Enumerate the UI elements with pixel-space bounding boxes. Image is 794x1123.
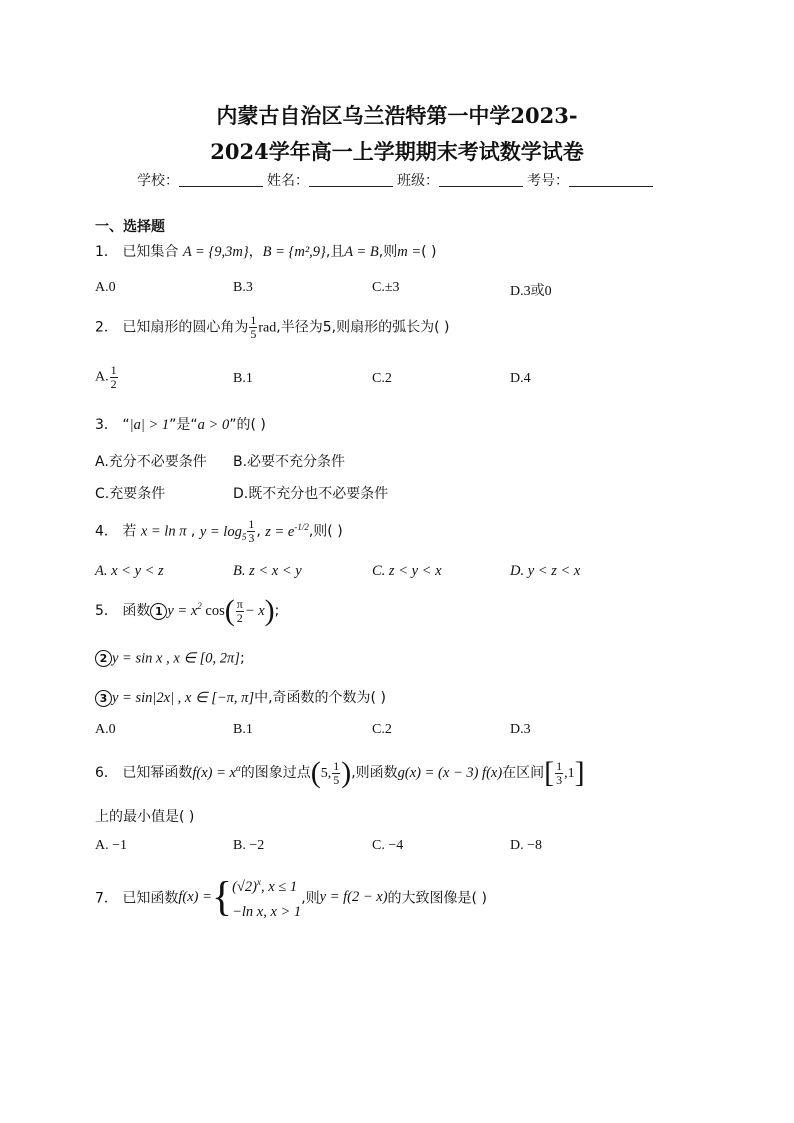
school-blank[interactable]	[179, 172, 263, 187]
question-text: 已知扇形的圆心角为	[122, 319, 249, 336]
question-text: ”的( )	[229, 417, 266, 433]
number-blank[interactable]	[569, 172, 653, 187]
question-text: ;	[239, 650, 245, 667]
option-a[interactable]: A.充分不必要条件	[95, 454, 207, 470]
question-7	[95, 870, 487, 925]
math-expr: a > 0	[197, 417, 230, 433]
question-text: 已知集合	[122, 244, 179, 260]
question-6: 6． 已知幂函数$f(x) = x^\alpha$的图象过点(5, $\frac{1}{5}$ ),则函数g(x) = (x − 3) f(x)在区间[ $\frac{1}{3}$ ,1]	[95, 756, 585, 789]
option-a[interactable]: A.0	[95, 280, 116, 295]
name-label: 姓名：	[267, 173, 309, 189]
math-expr: A = {9,3m}	[182, 244, 249, 260]
name-blank[interactable]	[309, 172, 393, 187]
math-expr: y = sin x , x ∈ [0, 2π]	[112, 650, 240, 667]
question-5-item-3	[95, 687, 386, 707]
piecewise-cases: $(√2)^x$, x ≤ 1 −ln x, x > 1	[232, 877, 302, 920]
school-label: 学校：	[137, 173, 179, 189]
quote: “	[122, 417, 130, 433]
option-c[interactable]: C.±3	[372, 280, 400, 295]
question-text: 若	[122, 523, 137, 540]
question-text: 中,奇函数的个数为( )	[254, 690, 386, 706]
question-1	[95, 241, 437, 261]
fraction: $\frac{1}{5}$	[250, 313, 257, 341]
section-title: 一、选择题	[95, 219, 165, 235]
question-text: 已知函数	[122, 890, 179, 907]
option-d[interactable]: D.3	[510, 722, 531, 737]
question-number: 3．	[95, 417, 118, 433]
math-expr: A = B	[344, 244, 379, 260]
math-expr: − x	[244, 603, 265, 619]
math-expr: $z = e^{-1/2}$	[265, 521, 309, 540]
fraction: $\frac{\pi}{2}$	[236, 596, 243, 625]
math-expr: B = {m²,9}	[262, 244, 326, 260]
math-expr: x = ln π	[140, 523, 187, 540]
class-label: 班级：	[397, 173, 439, 189]
circled-number: 2	[95, 650, 112, 667]
option-b[interactable]: B. z < x < y	[233, 563, 302, 579]
circled-number: 3	[95, 690, 112, 707]
option-a[interactable]: A. −1	[95, 838, 128, 853]
math-expr: $y = x^2$ cos	[167, 601, 225, 619]
math-expr: 5,	[320, 766, 332, 781]
math-expr: y = f(2 − x)	[319, 888, 388, 905]
student-info-row	[0, 170, 794, 190]
option-c[interactable]: C.2	[372, 371, 392, 386]
question-number: 5．	[95, 603, 118, 619]
option-c[interactable]: C.2	[372, 722, 392, 737]
question-2	[95, 314, 449, 341]
option-a[interactable]: A. x < y < z	[95, 563, 164, 579]
question-text: 的大致图像是( )	[387, 890, 487, 907]
question-number: 1．	[95, 244, 118, 260]
circled-number: 1	[150, 603, 167, 620]
question-number: 6．	[95, 765, 118, 781]
question-text: ,半径为5,则扇形的弧长为( )	[276, 319, 450, 336]
question-text: ,则	[378, 244, 398, 260]
question-3	[95, 414, 266, 434]
fraction: $\frac{1}{3}$	[248, 517, 255, 545]
math-expr: $y = \log_5$	[199, 523, 247, 542]
option-c[interactable]: C. z < y < x	[372, 563, 442, 579]
question-text: ;	[274, 603, 280, 619]
question-text: ，	[248, 244, 263, 260]
math-expr: rad	[258, 320, 277, 336]
fraction: $\frac{1}{3}$	[556, 758, 563, 787]
math-expr: f(x) =	[178, 888, 212, 905]
fraction: $\frac{1}{5}$	[333, 758, 340, 787]
option-b[interactable]: B. −2	[233, 838, 265, 853]
question-4: 4． 若 x = ln π , $y = \log_5$ $\frac{1}{3}$ , $z = e^{-1/2}$,则( )	[95, 517, 343, 545]
class-blank[interactable]	[439, 172, 523, 187]
option-b[interactable]: B.必要不充分条件	[233, 454, 346, 470]
question-text: 的图象过点	[240, 765, 311, 781]
option-d[interactable]: D. −8	[510, 838, 543, 853]
option-d[interactable]: D.4	[510, 371, 531, 386]
question-text: ,则( )	[308, 523, 343, 540]
question-text: ( )	[421, 244, 437, 260]
option-d[interactable]: D.既不充分也不必要条件	[233, 486, 389, 502]
question-number: 2．	[95, 319, 118, 336]
math-expr: m =	[397, 244, 422, 260]
option-c[interactable]: C.充要条件	[95, 486, 166, 502]
question-text: ,则	[301, 890, 320, 907]
exam-title-line-2: 2024学年高一上学期期末考试数学试卷	[210, 139, 584, 164]
question-text: ,则函数	[351, 765, 398, 781]
question-text: 在区间	[502, 765, 545, 781]
question-text: 已知幂函数	[122, 765, 193, 781]
number-label: 考号：	[527, 173, 569, 189]
math-expr: y = sin|2x| , x ∈ [−π, π]	[112, 690, 255, 706]
option-a[interactable]: A. $\frac{1}{2}$	[95, 363, 117, 391]
question-text: ,且	[325, 244, 345, 260]
question-6-line-2: 上的最小值是( )	[95, 809, 195, 825]
math-expr: g(x) = (x − 3) f(x)	[397, 765, 503, 781]
question-number: 4．	[95, 523, 118, 540]
math-expr: $f(x) = x^\alpha$	[192, 763, 241, 781]
option-b[interactable]: B.1	[233, 722, 253, 737]
math-expr: ,1	[564, 766, 575, 781]
option-b[interactable]: B.1	[233, 371, 253, 386]
option-d[interactable]: D.3或0	[510, 284, 552, 299]
question-number: 7．	[95, 890, 118, 907]
option-a[interactable]: A.0	[95, 722, 116, 737]
piecewise-brace: {	[211, 874, 233, 921]
option-b[interactable]: B.3	[233, 280, 253, 295]
option-c[interactable]: C. −4	[372, 838, 404, 853]
exam-title-line-1: 内蒙古自治区乌兰浩特第一中学2023-	[216, 103, 578, 128]
question-text: 函数	[122, 603, 151, 619]
option-d[interactable]: D. y < z < x	[510, 563, 581, 579]
question-5: 5． 函数 1 $y = x^2$ cos( $\frac{\pi}{2}$ − x);	[95, 594, 280, 627]
math-expr: |a| > 1	[129, 417, 170, 433]
question-5-item-2	[95, 650, 245, 668]
question-text: ”是“	[169, 417, 198, 433]
